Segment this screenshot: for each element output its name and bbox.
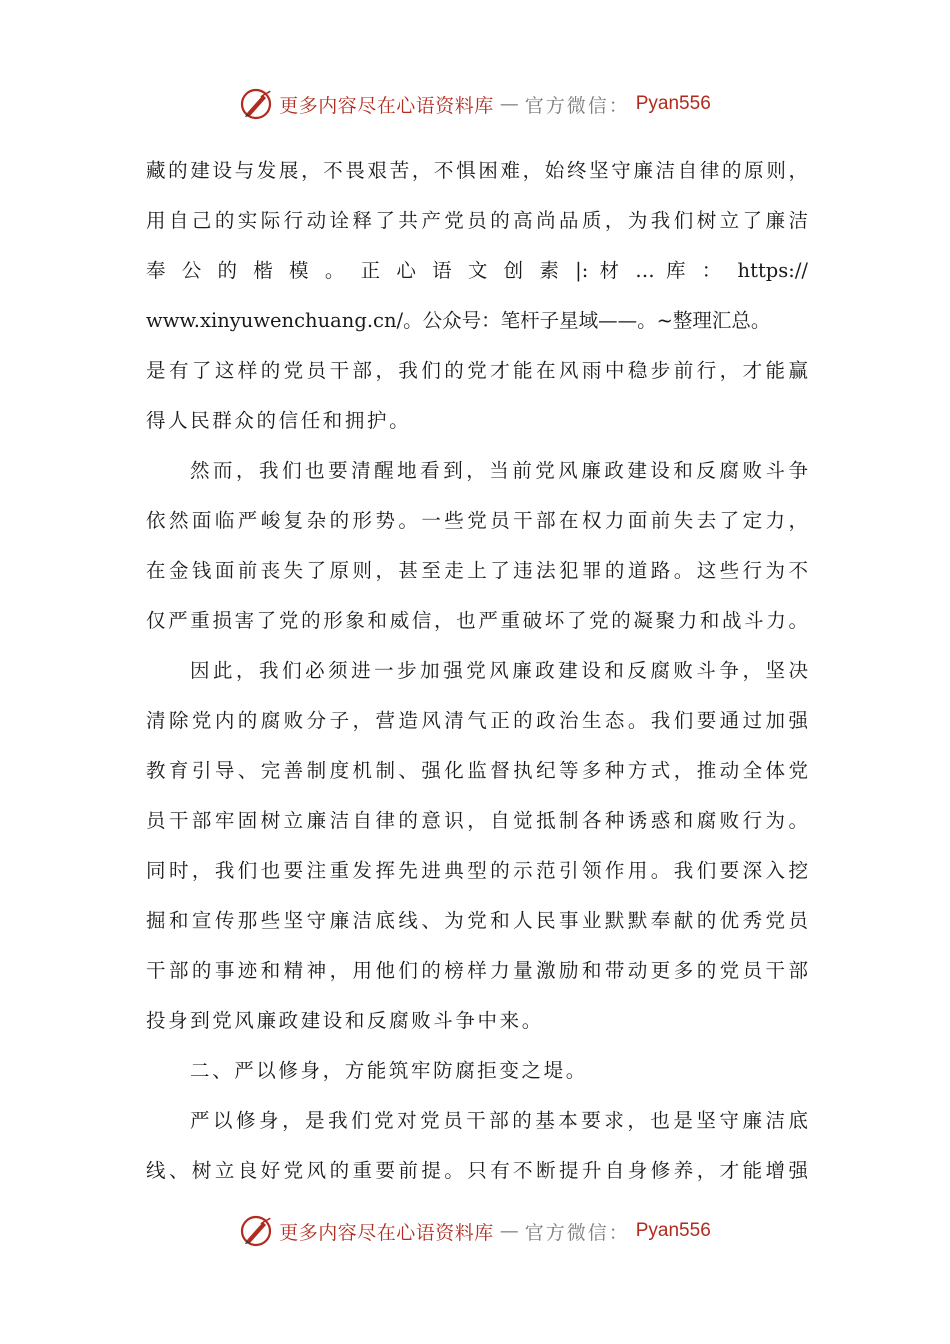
text-line: 依然面临严峻复杂的形势。一些党员干部在权力面前失去了定力， [146,509,808,532]
text-line: 同时，我们也要注重发挥先进典型的示范引领作用。我们要深入挖 [146,859,808,882]
header-banner-content [239,87,711,121]
brush-pen-logo-icon [239,87,273,121]
footer-official-label: 官方微信： [524,1221,630,1244]
document-body [146,146,808,1196]
text-line: 教育引导、完善制度机制、强化监督执纪等多种方式，推动全体党 [146,759,808,782]
header-separator: — [499,93,519,115]
text-line: 用自己的实际行动诠释了共产党员的高尚品质，为我们树立了廉洁 [146,209,808,232]
paragraph-start: 然而，我们也要清醒地看到，当前党风廉政建设和反腐败斗争 [190,459,808,482]
header-official-label: 官方微信： [524,94,630,117]
text-line-with-link: 奉 公 的 楷 模 。 正 心 语 文 创 素 |: 材 … 库 ： https:// [146,259,808,282]
header-banner [0,84,950,124]
text-line: 得人民群众的信任和拥护。 [146,409,412,432]
footer-banner [0,1211,950,1251]
text-line: 仅严重损害了党的形象和威信，也严重破坏了党的凝聚力和战斗力。 [146,609,808,632]
text-line: 清除党内的腐败分子，营造风清气正的政治生态。我们要通过加强 [146,709,808,732]
text-line: 是有了这样的党员干部，我们的党才能在风雨中稳步前行，才能赢 [146,359,808,382]
section-heading: 二、严以修身，方能筑牢防腐拒变之堤。 [190,1059,588,1082]
text-line: 在金钱面前丧失了原则，甚至走上了违法犯罪的道路。这些行为不 [146,559,808,582]
footer-separator: — [499,1220,519,1242]
text-line: 线、树立良好党风的重要前提。只有不断提升自身修养，才能增强 [146,1159,808,1182]
header-site-name: 更多内容尽在心语资料库 [279,94,494,117]
paragraph-start: 严以修身，是我们党对党员干部的基本要求，也是坚守廉洁底 [190,1109,808,1132]
brush-pen-logo-icon [239,1214,273,1248]
footer-banner-content [239,1214,711,1248]
text-line: 干部的事迹和精神，用他们的榜样力量激励和带动更多的党员干部 [146,959,808,982]
header-wechat-id: Pyan556 [635,93,711,114]
footer-wechat-id: Pyan556 [635,1220,711,1241]
text-line: 投身到党风廉政建设和反腐败斗争中来。 [146,1009,544,1032]
paragraph-start: 因此，我们必须进一步加强党风廉政建设和反腐败斗争，坚决 [190,659,808,682]
footer-site-name: 更多内容尽在心语资料库 [279,1221,494,1244]
text-line-url: www.xinyuwenchuang.cn/。公众号：笔杆子星域——。~整理汇总。 [146,309,771,332]
text-line: 藏的建设与发展，不畏艰苦，不惧困难，始终坚守廉洁自律的原则， [146,159,808,182]
text-line: 掘和宣传那些坚守廉洁底线、为党和人民事业默默奉献的优秀党员 [146,909,808,932]
text-line: 员干部牢固树立廉洁自律的意识，自觉抵制各种诱惑和腐败行为。 [146,809,808,832]
